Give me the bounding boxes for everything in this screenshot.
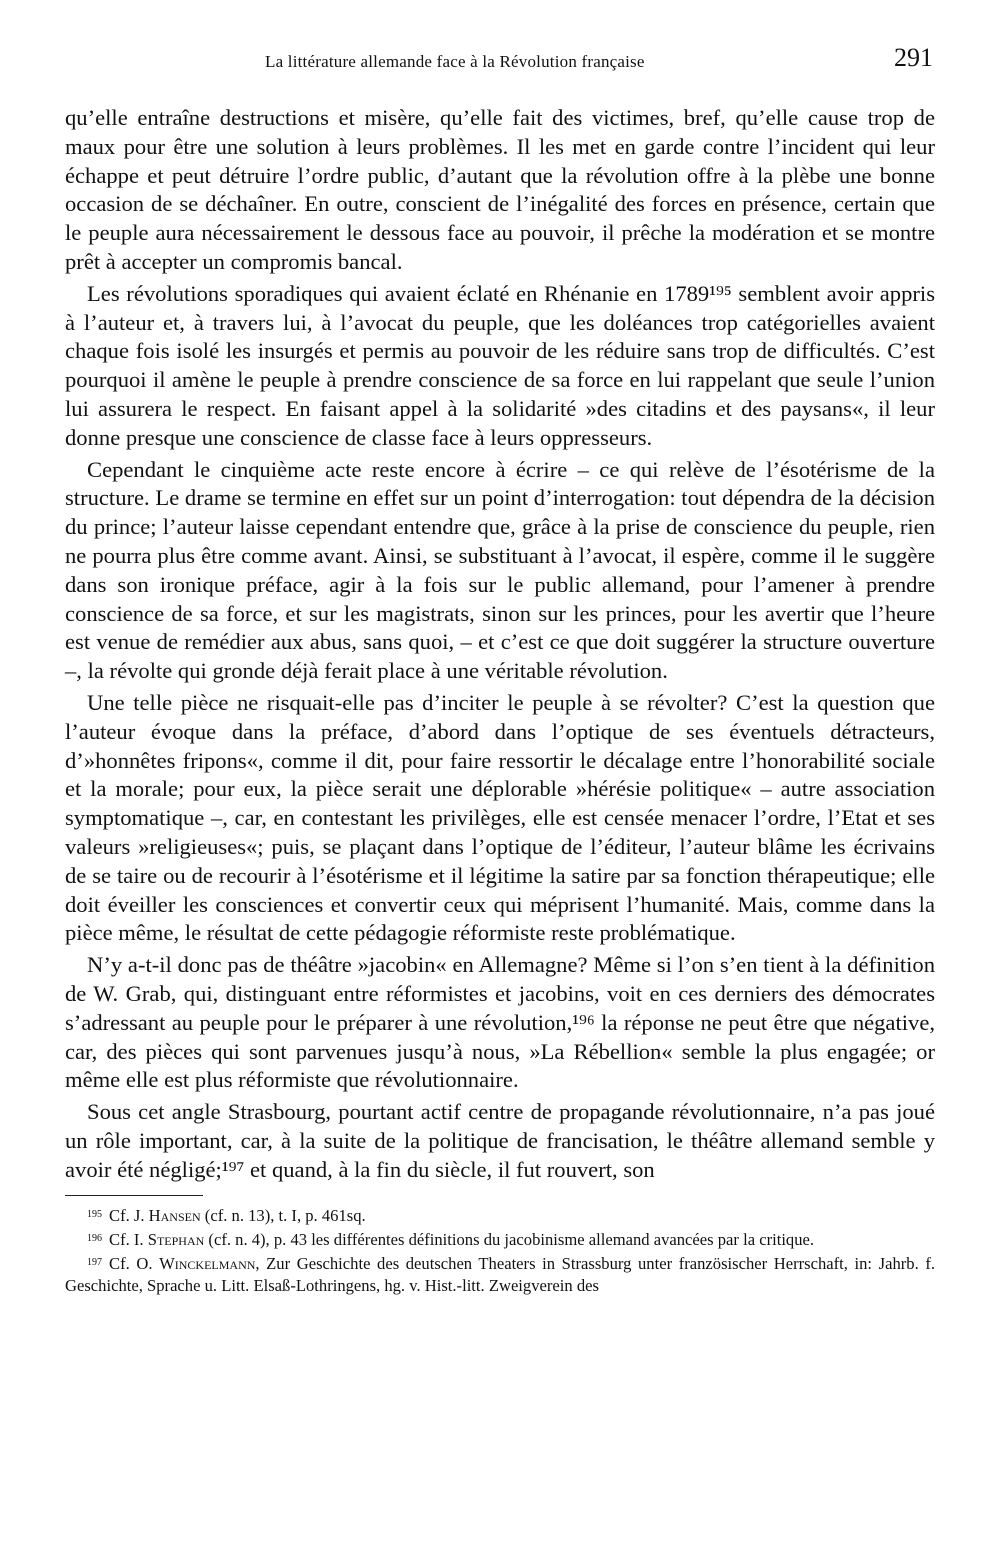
footnote-number: 195 bbox=[87, 1209, 102, 1221]
footnote-text: (cf. n. 13), t. I, p. 461sq. bbox=[200, 1206, 366, 1226]
footnote-text: (cf. n. 4), p. 43 les différentes définitions du jacobinisme allemand avancées par la critique. bbox=[204, 1230, 815, 1250]
paragraph: Cependant le cinquième acte reste encore à écrire – ce qui relève de l’ésotérisme de la structure. Le drame se termine en effet sur un point d’interrogation: tout dépendra de la décision du prince; l’auteur laisse cependant entendre que, grâce à la prise de conscience du peuple, rien ne pourra plus être comme avant. Ainsi, se substituant à l’avocat, il espère, comme il le suggère dans son ironique préface, agir à la fois sur le public allemand, pour l’amener à prendre conscience de sa force, et sur les magistrats, sinon sur les princes, pour les avertir que l’heure est venue de remédier aux abus, sans quoi, – et c’est ce que doit suggérer la structure ouverture –, la révolte qui gronde déjà ferait place à une véritable révolution. bbox=[65, 456, 935, 684]
footnote-lead: Cf. J. bbox=[109, 1206, 149, 1226]
footnote-lead: Cf. I. bbox=[109, 1230, 148, 1250]
paragraph: N’y a-t-il donc pas de théâtre »jacobin« en Allemagne? Même si l’on s’en tient à la définition de W. Grab, qui, distinguant entre réformistes et jacobins, voit en ces derniers des démocrates s’adressant au peuple pour le préparer à une révolution,¹⁹⁶ la réponse ne peut être que négative, car, des pièces qui sont parvenues jusqu’à nous, »La Rébellion« semble la plus engagée; or même elle est plus réformiste que révolutionnaire. bbox=[65, 952, 935, 1093]
paragraph: Sous cet angle Strasbourg, pourtant actif centre de propagande révolutionnaire, n’a pas joué un rôle important, car, à la suite de la politique de francisation, le théâtre allemand semble y avoir été négligé;¹⁹⁷ et quand, à la fin du siècle, il fut rouvert, son bbox=[65, 1099, 935, 1182]
paragraph: qu’elle entraîne destructions et misère, qu’elle fait des victimes, bref, qu’elle cause trop de maux pour être une solution à leurs problèmes. Il les met en garde contre l’incident qui leur échappe et peut détruire l’ordre public, d’autant que la révolution offre à la plèbe une bonne occasion de se déchaîner. En outre, conscient de l’inégalité des forces en présence, certain que le peuple aura nécessairement le dessous face au pouvoir, il prêche la modération et se montre prêt à accepter un compromis bancal. bbox=[65, 105, 935, 274]
body-text bbox=[65, 104, 935, 1184]
paragraph: Les révolutions sporadiques qui avaient éclaté en Rhénanie en 1789¹⁹⁵ semblent avoir appris à l’auteur et, à travers lui, à l’avocat du peuple, que les doléances trop catégorielles avaient chaque fois isolé les insurgés et permis au pouvoir de les réduire sans trop de difficultés. C’est pourquoi il amène le peuple à prendre conscience de sa force en lui rappelant que seule l’union lui assurera le respect. En faisant appel à la solidarité »des citadins et des paysans«, il leur donne presque une conscience de classe face à leurs oppresseurs. bbox=[65, 280, 935, 450]
footnote bbox=[65, 1252, 935, 1297]
footnote bbox=[65, 1204, 935, 1227]
footnote-text: , Zur Geschichte des deutschen Theaters in Strassburg unter französischer Herrschaft, in: Jahrb. f. Geschichte, Sprache u. Litt. Elsaß-Lothringens, hg. v. Hist.-litt. Zweigverein des bbox=[65, 1254, 935, 1296]
footnote-author: Winckelmann bbox=[159, 1254, 256, 1274]
book-page bbox=[65, 40, 935, 1298]
page-number: 291 bbox=[894, 43, 933, 72]
footnotes bbox=[65, 1204, 935, 1297]
footnote-number: 197 bbox=[87, 1257, 102, 1269]
footnote-author: Stephan bbox=[147, 1230, 205, 1250]
paragraph: Une telle pièce ne risquait-elle pas d’inciter le peuple à se révolter? C’est la question que l’auteur évoque dans la préface, d’abord dans l’optique de ses éventuels détracteurs, d’»honnêtes fripons«, comme il dit, pour faire ressortir le décalage entre l’honorabilité sociale et la morale; pour eux, la pièce serait une déplorable »hérésie politique« – autre association symptomatique –, car, en contestant les privilèges, elle est censée menacer l’ordre, l’Etat et ses valeurs »religieuses«; puis, se plaçant dans l’optique de l’éditeur, l’auteur blâme les écrivains de se taire ou de recourir à l’ésotérisme et il légitime la satire par sa fonction thérapeutique; elle doit éveiller les consciences et convertir ceux qui méprisent l’humanité. Mais, comme dans la pièce même, le résultat de cette pédagogie réformiste reste problématique. bbox=[65, 689, 935, 946]
footnote-author: Hansen bbox=[148, 1206, 201, 1226]
running-title: La littérature allemande face à la Révolution française bbox=[265, 52, 645, 71]
page-header bbox=[65, 40, 935, 80]
footnote bbox=[65, 1228, 935, 1251]
footnote-lead: Cf. O. bbox=[109, 1254, 160, 1274]
footnote-divider bbox=[65, 1195, 203, 1196]
footnote-number: 196 bbox=[87, 1233, 102, 1245]
